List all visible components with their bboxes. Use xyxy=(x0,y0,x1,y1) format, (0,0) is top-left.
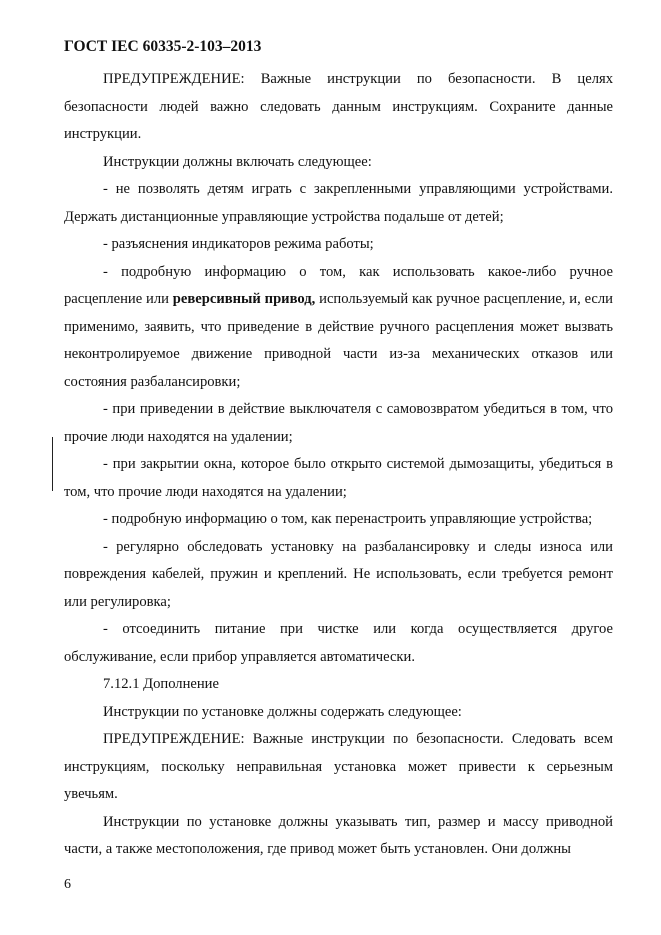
page-number: 6 xyxy=(64,877,71,892)
document-body xyxy=(64,66,613,864)
document-header: ГОСТ IEC 60335-2-103–2013 xyxy=(64,38,262,55)
list-item: - при закрытии окна, которое было открыто системой дымозащиты, убедиться в том, что прочие люди находятся на удалении; xyxy=(64,456,613,500)
paragraph: Инструкции по установке должны указывать тип, размер и массу приводной части, а также местоположения, где привод может быть установлен. Они должны xyxy=(64,813,613,857)
bold-term: реверсивный привод, xyxy=(172,291,316,307)
list-item: - разъяснения индикаторов режима работы; xyxy=(103,236,374,252)
list-item: - отсоединить питание при чистке или когда осуществляется другое обслуживание, если прибор управляется автоматически. xyxy=(64,621,613,665)
list-item xyxy=(64,259,613,397)
warning-paragraph: ПРЕДУПРЕЖДЕНИЕ: Важные инструкции по безопасности. Следовать всем инструкциям, поскольку неправильная установка может привести к серьезным увечьям. xyxy=(64,731,613,802)
list-item: - регулярно обследовать установку на разбалансировку и следы износа или повреждения кабелей, пружин и креплений. Не использовать, если требуется ремонт или регулировка; xyxy=(64,538,613,610)
paragraph: Инструкции по установке должны содержать следующее: xyxy=(103,703,462,720)
text-run: используемый как ручное расцепление, и, если применимо, заявить, что приведение в действие ручного расцепления может вызвать неконтролируемое движение приводной части из-за механических отказов или состояния разбалансировки; xyxy=(64,291,613,390)
text-run: - подробную информацию о том, как использовать какое-либо ручное расцепление или xyxy=(64,263,613,307)
change-margin-bar xyxy=(52,437,53,491)
paragraph: Инструкции должны включать следующее: xyxy=(103,153,372,170)
list-item: - не позволять детям играть с закрепленными управляющими устройствами. Держать дистанционные управляющие устройства подальше от детей; xyxy=(64,181,613,225)
warning-paragraph: ПРЕДУПРЕЖДЕНИЕ: Важные инструкции по безопасности. В целях безопасности людей важно следовать данным инструкциям. Сохраните данные инструкции. xyxy=(64,71,613,142)
list-item: - при приведении в действие выключателя с самовозвратом убедиться в том, что прочие люди находятся на удалении; xyxy=(64,401,613,445)
section-heading: 7.12.1 Дополнение xyxy=(103,676,219,692)
list-item: - подробную информацию о том, как перенастроить управляющие устройства; xyxy=(103,511,593,527)
